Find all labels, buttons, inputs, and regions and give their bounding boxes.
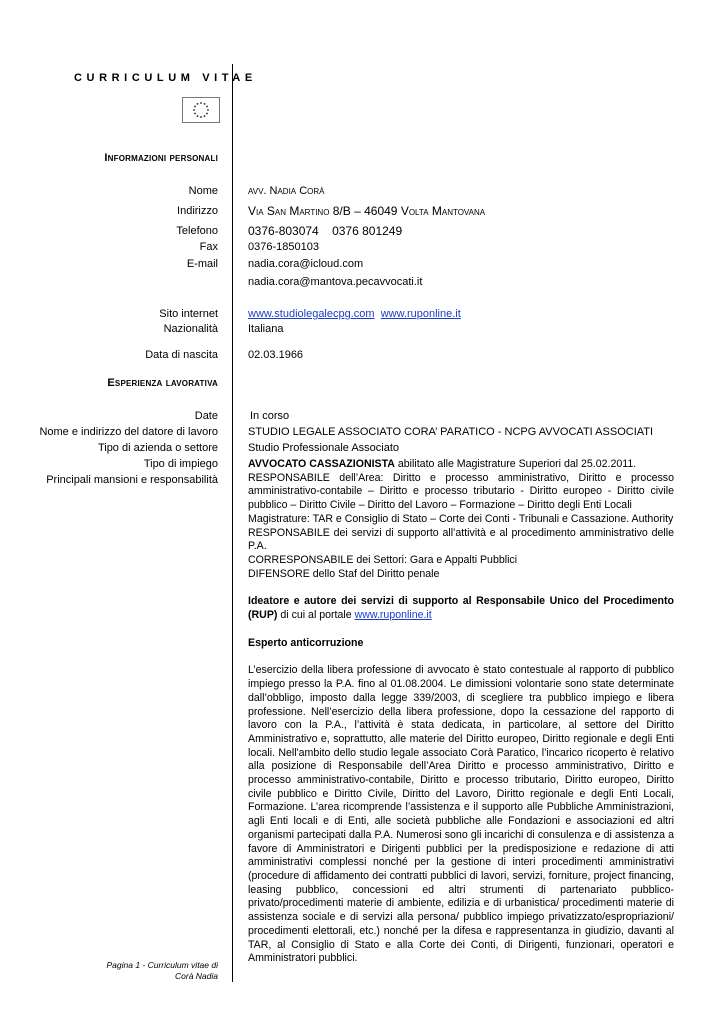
experience-paragraph: L’esercizio della libera professione di avvocato è stato contestuale al rapporto di pubblico impiego presso la P.A. fino al 01.08.2004. Le dimissioni volontarie sono state determinate dall’obbligo, imposto dalla legge 339/2003, di scegliere tra pubblico impiego e libera professione. Nell’esercizio della libera professione, dopo la cessazione del rapporto di lavoro con la P.A., l’attività è stata dedicata, in particolare, al settore del Diritto Amministrativo e, soprattutto, alle materie del Diritto europeo, Diritto regionale e degli Enti locali. Nell'ambito dello studio legale associato Corà Paratico, l’incarico ricoperto è relativo alla posizione di Responsabile dell’Area Diritto e processo amministrativo, Diritto e processo amministrativo-contabile, Diritto e processo tributario, Diritto europeo, Diritto civile pubblico e Diritto Civile, Diritto del Lavoro, Diritto regionale e degli Enti Locali, Formazione. L’area ricomprende l’assistenza e il supporto alle Pubbliche Amministrazioni, agli Enti locali e di Enti, alle società pubbliche alle Fondazioni e associazioni ed altri organismi partecipati dalla P.A. Numerosi sono gli incarichi di consulenza e di assistenza a favore di Amministratori e Dirigenti pubblici per la predisposizione e redazione di atti amministrativi complessi nonché per la gestione di interi procedimenti amministrativi (procedure di affidamento dei contratti pubblici di lavori, servizi, forniture, project financing, leasing pubblico, concessioni ed altri strumenti di partenariato pubblico-privato/procedimenti materie di ambiente, edilizia e di urbanistica/ procedimenti materie di assistenza sociale e di servizi alla persona/ pubblico impiego privatizzato/espropriazioni/ procedimenti elettorali, etc.) nonché per la difesa e rappresentanza in giudizio, davanti al TAR, al Consiglio di Stato e alla Corte dei Conti, di Dirigenti, funzionari, operatori e Amministratori pubblici. [248, 664, 674, 965]
page-footer [107, 960, 219, 982]
phone-label: Telefono [176, 225, 218, 237]
phone-value: 0376-803074 0376 801249 [248, 224, 403, 238]
corresponsabile-line: CORRESPONSABILE dei Settori: Gara e Appalti Pubblici [248, 553, 518, 566]
job-title: AVVOCATO CASSAZIONISTA [248, 458, 395, 470]
birth-value: 02.03.1966 [248, 349, 304, 361]
employer-label: Nome e indirizzo del datore di lavoro [39, 426, 218, 438]
ideatore-rest: di cui al portale [277, 609, 355, 622]
eu-flag-icon [182, 97, 220, 123]
ideatore-title: Ideatore e autore dei servizi di supporto al Responsabile Unico del Procedimento (RUP) [248, 595, 674, 622]
email-value-1[interactable]: nadia.cora@icloud.com [248, 258, 364, 270]
dates-label: Date [194, 410, 218, 422]
website-links [248, 308, 461, 320]
experience-description [248, 458, 674, 966]
anticorruzione-heading: Esperto anticorruzione [248, 636, 364, 649]
nationality-value: Italiana [248, 323, 284, 335]
job-title-rest: abilitato alle Magistrature Superiori dal 25.02.2011. [394, 458, 637, 470]
fax-label: Fax [199, 241, 218, 253]
name-value: avv. Nadia Corà [248, 185, 325, 197]
dates-value: In corso [250, 410, 290, 422]
footer-line-2: Corà Nadia [175, 971, 218, 981]
address-label: Indirizzo [177, 205, 218, 217]
birth-label: Data di nascita [145, 349, 218, 361]
nationality-label: Nazionalità [163, 323, 218, 335]
responsabile2-line: RESPONSABILE dei servizi di supporto all’attività e al procedimento amministrativo delle P.A. [248, 526, 674, 553]
section-heading-personal: Informazioni personali [104, 152, 218, 164]
job-type-label: Tipo di impiego [143, 458, 218, 470]
sector-value: Studio Professionale Associato [248, 442, 400, 454]
magistrature-line: Magistrature: TAR e Consiglio di Stato – Corte dei Conti - Tribunali e Cassazione. Authority [248, 512, 674, 525]
footer-line-1: Pagina 1 - Curriculum vitae di [106, 960, 218, 970]
email-label: E-mail [186, 258, 218, 270]
document-title: CURRICULUM VITAE [74, 72, 257, 84]
website-link-2[interactable]: www.ruponline.it [380, 308, 461, 320]
employer-value: STUDIO LEGALE ASSOCIATO CORA’ PARATICO - NCPG AVVOCATI ASSOCIATI [248, 426, 654, 438]
address-value: Via San Martino 8/B – 46049 Volta Mantovana [248, 204, 486, 218]
ideatore-line [248, 595, 674, 622]
fax-value: 0376-1850103 [248, 241, 319, 253]
column-divider [232, 64, 233, 982]
name-label: Nome [188, 185, 218, 197]
email-value-2[interactable]: nadia.cora@mantova.pecavvocati.it [248, 276, 423, 288]
sector-label: Tipo di azienda o settore [97, 442, 218, 454]
difensore-line: DIFENSORE dello Staf del Diritto penale [248, 567, 440, 580]
website-link-1[interactable]: www.studiolegalecpg.com [248, 308, 375, 320]
ruponline-link[interactable]: www.ruponline.it [354, 609, 432, 622]
job-title-line [248, 458, 674, 472]
website-label: Sito internet [159, 308, 218, 320]
section-heading-experience: Esperienza lavorativa [107, 377, 218, 389]
responsabile-line: RESPONSABILE dell’Area: Diritto e processo amministrativo, Diritto e processo amministrativo-contabile – Diritto e processo tributario - Diritto europeo - Diritto civile pubblico – Diritto Civile – Diritto del Lavoro – Formazione – Diritto degli Enti Locali [248, 471, 674, 512]
duties-label: Principali mansioni e responsabilità [46, 474, 218, 486]
